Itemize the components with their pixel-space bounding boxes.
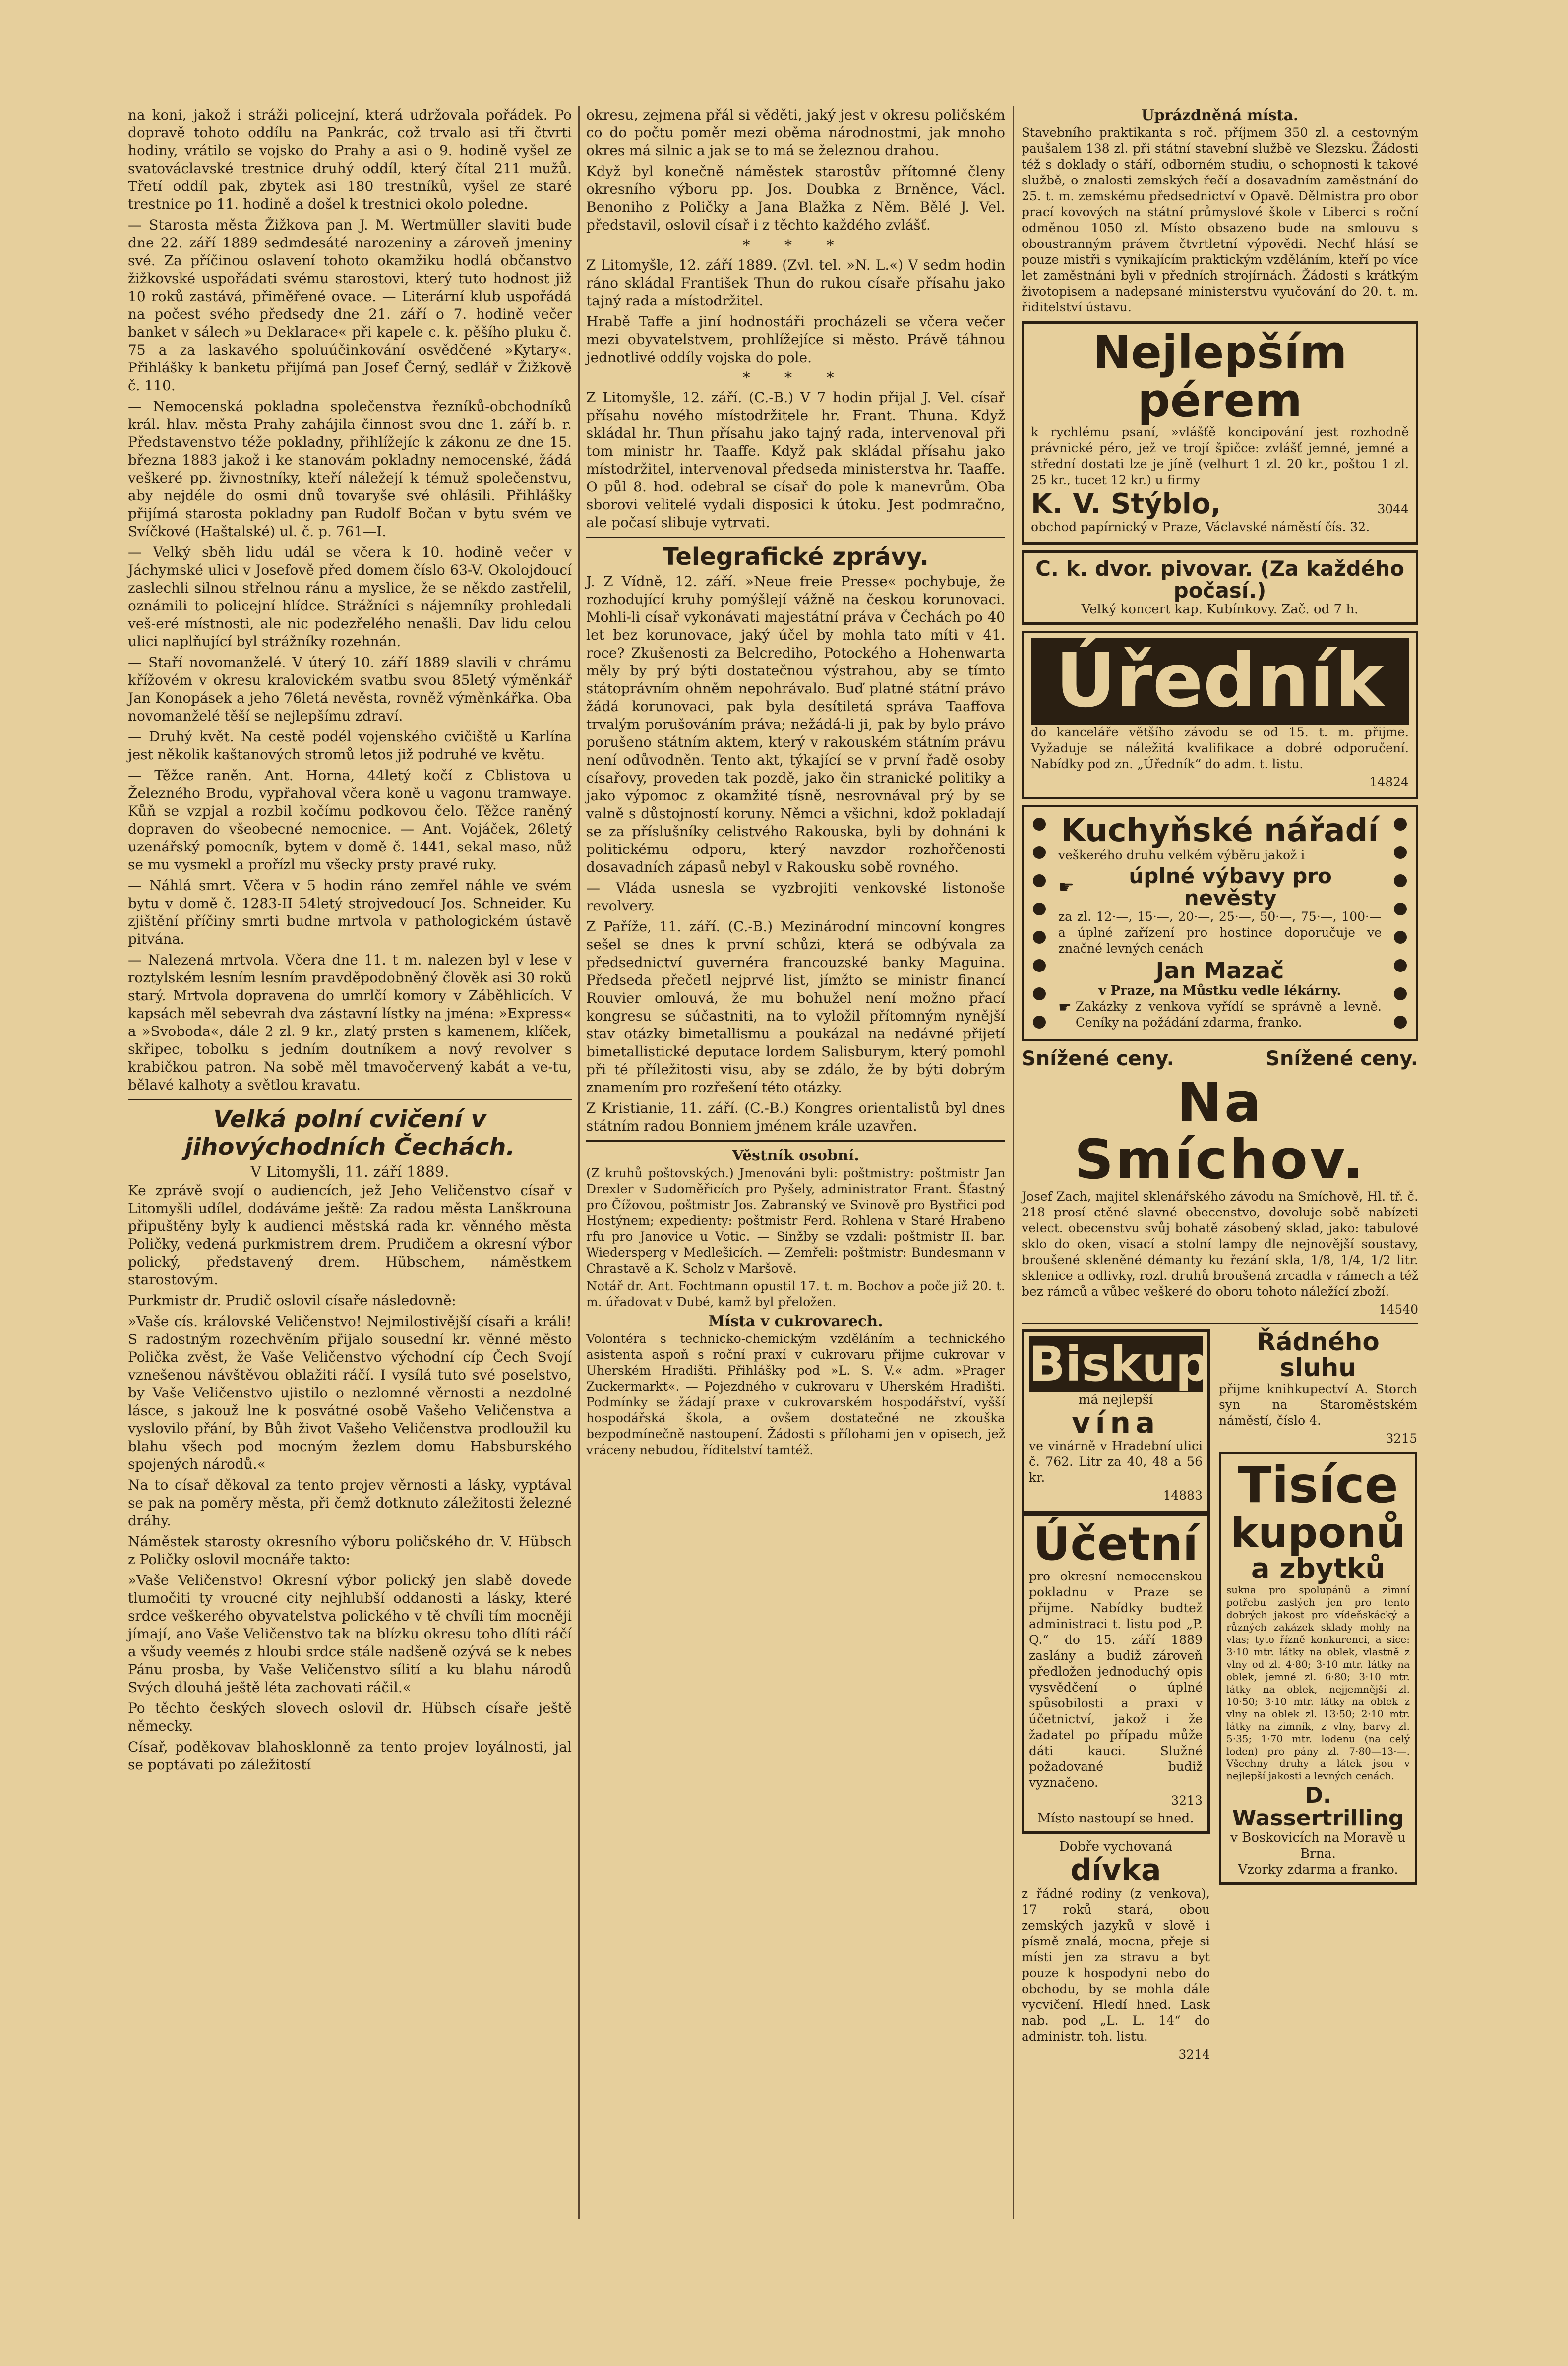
ad-divka — [1022, 1839, 1210, 2063]
ad-tisice-headline-2: kuponů — [1230, 1508, 1406, 1557]
ad-tisice-headline: Tisíce — [1238, 1456, 1398, 1514]
ad-ucetni-number: 3213 — [1171, 1793, 1203, 1808]
ad-pivovar-headline: C. k. dvor. pivovar. (Za každého počasí.) — [1035, 556, 1404, 603]
ad-sluha-number: 3215 — [1386, 1431, 1417, 1446]
article-sbeh-lidu: — Velký sběh lidu udál se včera k 10. hodině večer v Jáchymské ulici v Josefově před domem číslo 63-V. Okolojdoucí zaslechli silnou střelnou ránu a myslice, že se někdo zastřelil, oznámili to policejní hlídce. Strážníci s nájemníky prohledali veš-eré místnosti, ale nic podezřelého nenašli. Dav lidu celou ulici naplňující byl strážníky rozehnán. — [128, 544, 572, 650]
column-2 — [586, 106, 1005, 1460]
stars-divider: * * * — [742, 369, 849, 387]
ad-urednik-headline: Úředník — [1031, 638, 1409, 725]
stars-divider: * * * — [742, 237, 849, 254]
ad-divka-pre: Dobře vychovaná — [1059, 1839, 1172, 1854]
article-cviceni: »Vaše cís. královské Veličenstvo! Nejmilostivější císaři a králi! S radostným rozechvěním přijalo sousední kr. věnné město Polička zvěst, že Vaše Veličenstvo východní cíp Čech Svojí vznešenou návštěvou oblažiti ráčí. I vysílá tuto své poselstvo, by Vaše Veličenstvo ujistilo o nezlomné věrnosti a nezdolné lásce, s jakouž lne k posvátné osobě Vašeho Veličenstva a vyslovilo přání, by Bůh život Vašeho Veličenstva prodloužil ku blahu všech pod mocným žezlem domu Habsburského spojených národů.« — [128, 1313, 572, 1472]
snizene-ceny-row — [1022, 1047, 1418, 1070]
snizene-ceny-left: Snížené ceny. — [1022, 1047, 1174, 1070]
article-cviceni: Purkmistr dr. Prudič oslovil císaře následovně: — [128, 1292, 456, 1309]
ad-tisice-text: sukna pro spolupánů a zimní potřebu zaslých jen pro tento dobrých jakost pro vídeňskácký a různých zakázek sklady mohly na vlas; tyto řízně konkurenci, a sice: 3·10 mtr. látky na oblek, vlastně z vlny od zl. 4·80; 3·10 mtr. látky na oblek, jemné zl. 6·80; 3·10 mtr. látky na oblek, nejjemnější zl. 10·50; 3·10 mtr. látky na oblek z vlny na oblek zl. 13·50; 2·10 mtr. látky na zimník, z vlny, barvy zl. 5·35; 1·70 mtr. lodenu (na celý loden) pro pány zl. 7·80—13·—. Všechny druhy a látek jsou v nejlepší jakosti a levných cenách. — [1226, 1583, 1410, 1782]
section-title-vestnik: Věstník osobní. — [732, 1147, 859, 1164]
uprazdnena-text: Stavebního praktikanta s roč. příjmem 350 zl. a cestovným paušalem 138 zl. při státní stavební službě ve Slezsku. Žádosti též s doklady o stáří, odborném studiu, o schopnosti k takové službě, o znalosti zemských řečí a dosavadním zaměstnání do 25. t. m. zemskému předsednictví v Opavě. Dělmistra pro obor prací kovových na státní průmyslové škole v Liberci s roční odměnou 1050 zl. Místo obsazeno bude na smlouvu s oboustranným právem čtvrtletní výpovědi. Nechť hlásí se pouze mistři s vynikajícím praktickým vzděláním, kteří po více let zaměstnáni byli v předních strojírnách. Žádosti s krátkým životopisem a nadepsané ministerstvu vyučování do 20. t. m. řiditelství ústavu. — [1022, 125, 1418, 314]
article-nemocenska: — Nemocenská pokladna společenstva řezníků-obchodníků král. hlav. města Prahy zahájila činnost svou dne 1. září b. r. Představenstvo téže pokladny, přihlížejíc k zákonu ze dne 15. března 1883 jakož i ke stanovám pokladny nemocenské, žádá veškeré pp. živnostníky, kteří náležejí k témuž společenstvu, aby nejdéle do osmi dnů tovaryše své ohlásili. Přihlášky přijímá starosta pokladny pan Rudolf Bočan v bytu svém ve Svíčkové (Haštalské) ul. č. p. 761—I. — [128, 398, 572, 540]
ad-pero-footer: obchod papírnický v Praze, Václavské náměstí čís. 32. — [1031, 520, 1370, 535]
ad-kuch-headline: Kuchyňské nářadí — [1061, 812, 1379, 849]
ads-two-column — [1022, 1329, 1418, 2064]
telegram-vlada: — Vláda usnesla se vyzbrojiti venkovské listonoše revolvery. — [586, 880, 1005, 914]
ad-smichov-text: Josef Zach, majitel sklenářského závodu na Smíchově, Hl. tř. č. 218 prosí ctěné slavné obecenstvo, dovoluje sobě nabízeti velect. obecenstvu svůj bohatě zásobený sklad, jako: tabulové sklo do oken, visací a stolní lampy dle nejnovější soustavy, broušené skleněné démanty ku řezání skla, 1/8, 1/4, 1/2 litr. sklenice a odlivky, rozl. druhů broušená zrcadla v rámech a též bez rámců a vůbec veškeré do oboru tohoto náležící zboží. — [1022, 1189, 1418, 1299]
article-novomanzele: — Staří novomanželé. V úterý 10. září 1889 slavili v chrámu křížovém v okresu kralovickém svatbu svou 85letý výměnkář Jan Konopásek a jeho 76letá nevěsta, rovněž výměnkářka. Oba novomanželé těší se nejlepšímu zdraví. — [128, 654, 572, 724]
pointing-hand-icon: ☛ — [1058, 877, 1075, 898]
divider — [128, 1099, 572, 1100]
divider — [586, 1140, 1005, 1142]
ad-smichov-number: 14540 — [1379, 1302, 1418, 1317]
article-cviceni: Ke zprávě svojí o audiencích, jež Jeho Veličenstvo císař v Litomyšli udílel, dodáváme ještě: Za radou města Lanškrouna připuštěny byly k audienci městská rada kr. věnného města Poličky, vedená purkmistrem drem. Prudičem a okresní výbor polický, představený drem. Hübschem, náměstkem starostovým. — [128, 1182, 572, 1288]
article-text: Když byl konečně náměstek starostův přítomné členy okresního výboru pp. Jos. Doubka z Brněnce, Václ. Benoniho z Poličky a Jana Blažka z Něm. Bělé J. Vel. představil, oslovil císař i z těchto každého zvlášť. — [586, 163, 1005, 233]
ad-biskup — [1022, 1329, 1210, 1514]
column-rule-2 — [1013, 106, 1014, 2219]
mista-text: Volontéra s technicko-chemickým vzděláním a technického asistenta aspoň s roční praxí v cukrovaru přijme cukrovar v Uherském Hradišti. Přihlášky pod »L. S. V.« adm. »Prager Zuckermarkt«. — Pojezdného v cukrovaru v Uherském Hradišti. Podmínky se žádají praxe v cukrovarském hospodářství, vyšší hospodářská škola, a ovšem dostatečné ne zkouška bezpodmínečně nastoupení. Žádosti s přílohami jen v opisech, jež vráceny nebudou, říditelství tamtéž. — [586, 1332, 1005, 1457]
ad-tisice-footer: Vzorky zdarma a franko. — [1238, 1862, 1398, 1877]
column-3-ads — [1022, 106, 1418, 2064]
ad-biskup-headline: Biskup — [1029, 1336, 1210, 1392]
article-litomysl-2: Z Litomyšle, 12. září. (C.-B.) V 7 hodin přijal J. Vel. císař přísahu nového místodržitele hr. Frant. Thuna. Když skládal hr. Thun přísahu jako tajný rada, intervenoval při tom ministr hr. Taaffe. Když pak skládal přísahu jako místodržitel, intervenoval předseda ministerstva hr. Taaffe. O půl 8. hod. odebral se císař do pole k manevrům. Oba sborovi velitelé vydali disposici k útoku. Jest podmračno, ale počasí slibuje vytrvati. — [586, 389, 1005, 531]
ad-kuch-name: Jan Mazač — [1155, 957, 1284, 984]
dot-border-left — [1028, 810, 1050, 1036]
section-title-uprazdnena: Uprázdněná místa. — [1141, 107, 1299, 124]
ad-pero — [1022, 321, 1418, 545]
vestnik-text: (Z kruhů poštovských.) Jmenováni byli: poštmistry: poštmistr Jan Drexler v Sudoměřicích pro Pyšely, administrator Frant. Šťastný pro Čížovou, poštmistr Jos. Zabranský ve Svinově pro Bystřici pod Hostýnem; expedienty: poštmistr Ferd. Rohlena v Staré Hrabeno rfu pro Janovice u Votic. — Sinžby se vzdali: poštmistr II. bar. Wiedersperg v Medlešicích. — Zemřeli: poštmistr: Bundesmann v Chrastavě a K. Scholz v Maršově. — [586, 1166, 1005, 1275]
ad-sluha-text: přijme knihkupectví A. Storch syn na Staroměstském náměstí, číslo 4. — [1219, 1381, 1417, 1428]
article-druhy-kvet: — Druhý květ. Na cestě podél vojenského cvičiště u Karlína jest několik kaštanových stromů letos již podruhé ve květu. — [128, 728, 572, 763]
dot-border-right — [1389, 810, 1411, 1036]
telegram-pariz: Z Paříže, 11. září. (C.-B.) Mezinárodní mincovní kongres sešel se dnes k první schůzi, která se odbývala za předsednictví guvernéra francouzské banky Maguina. Předseda přečetl nejprvé list, jímžto se ministr financí Rouvier omlouvá, že mu bohužel není možno přací kongresu se súčastniti, na to vyložil přítomným nynější stav otázky bimetallismu a poukázal na nedávné přijetí bimetallistické deputace lordem Salisburym, který pomohl při té příležitosti visu, aby se zdálo, že by býti dobrým znamením pro rozřešení této otázky. — [586, 918, 1005, 1095]
ads-left-stack — [1022, 1329, 1210, 2064]
ad-divka-text: z řádné rodiny (z venkova), 17 roků stará, obou zemských jazyků v slově i písmě znalá, mocna, přeje si místi jen za stravu a byt pouze k hospodyni nebo do obchodu, by se mohla dále vycvičení. Hledí hned. Lask nab. pod „L. L. 14“ do administr. toh. listu. — [1022, 1886, 1210, 2044]
ad-ucetni-text: pro okresní nemocenskou pokladnu v Praze se přijme. Nabídky budtež administraci t. listu pod „P. Q.“ do 15. září 1889 zaslány a budiž zároveň předložen jednoduchý opis vysvědčení o úplné spůsobilosti a praxi v účetnictví, jakož i že žadatel po případu může dáti kauci. Služné požadované budiž vyznačeno. — [1029, 1569, 1203, 1790]
ad-biskup-vina: vína — [1071, 1406, 1160, 1440]
ad-pero-headline: Nejlepším pérem — [1092, 326, 1347, 427]
divider — [586, 537, 1005, 538]
article-cviceni: »Vaše Veličenstvo! Okresní výbor polický jen slabě dovede tlumočiti ty vroucné city nejhlubší oddanosti a lásky, které srdce veškerého obyvatelstva polického v tě chvíli tím mocněji jímají, ano Vaše Veličenstvo tak na blízku okresu toho dlíti ráčí a všudy veemés z hloubi srdce stále nadšeně ozývá se k nebes Pánu prosba, by Vaše Veličenstvo sílití a ku blahu národů Svých dlouhá ještě léta zachovati ráčil.« — [128, 1572, 572, 1696]
ad-sluha-headline: Řádného sluhu — [1257, 1327, 1380, 1383]
pointing-hand-icon: ☛ — [1058, 998, 1072, 1016]
ad-pero-firm: K. V. Stýblo, — [1031, 488, 1221, 521]
ad-tisice-address: v Boskovicích na Moravě u Brna. — [1230, 1830, 1406, 1861]
article-cviceni: Po těchto českých slovech oslovil dr. Hübsch císaře ještě německy. — [128, 1700, 572, 1734]
article-nahla-smrt: — Náhlá smrt. Včera v 5 hodin ráno zemřel náhle ve svém bytu v domě č. 1283-II 54letý strojvedoucí Jos. Schneider. Ku zjištění příčiny smrti budne mrtvola v pathologickém ústavě pitvána. — [128, 877, 572, 947]
ad-pivovar — [1022, 550, 1418, 625]
divider — [1022, 1323, 1418, 1324]
article-cviceni: Na to císař děkoval za tento projev věrnosti a lásky, vyptával se pak na poměry města, při čemž dotknuto záležitosti železné dráhy. — [128, 1477, 572, 1529]
ad-kuchynske — [1022, 805, 1418, 1041]
article-mrtvola: — Nalezená mrtvola. Včera dne 11. t m. nalezen byl v lese v roztylském lesním lesním pravděpodobněný člověk asi 30 roků starý. Mrtvola dopravena do umrlčí komory v Záběhlicích. V kapsách měl sebevrah dva zástavní lístky na jména: »Express« a »Svoboda«, dále 2 zl. 9 kr., zlatý prsten s kamenem, klíček, skřipec, tobolku s jedním doutníkem a nový revolver s krabičkou patron. Na sobě měl tmavočervený kabát a ve-tu, bělavé kalhoty a světlou kravatu. — [128, 952, 572, 1093]
ad-tisice-firm: D. Wassertrilling — [1232, 1782, 1404, 1831]
snizene-ceny-right: Snížené ceny. — [1266, 1047, 1418, 1070]
article-cviceni: Náměstek starosty okresního výboru poličského dr. V. Hübsch z Poličky oslovil mocnáře takto: — [128, 1533, 572, 1568]
ad-pero-number: 3044 — [1377, 502, 1409, 517]
article-tezce-ranen: — Těžce raněn. Ant. Horna, 44letý kočí z Cblistova u Železného Brodu, vypřahoval včera koně u vagonu tramwaye. Kůň se vzpjal a rozbil kočímu podkovou čelo. Těžce raněný dopraven do všeobecné nemocnice. — Ant. Vojáček, 26letý uzenářský pomocník, bytem v domě č. 1441, sekal maso, nůž se mu vysmekl a prořízl mu všecky prsty pravé ruky. — [128, 767, 572, 873]
article-text: okresu, zejmena přál si věděti, jaký jest v okresu poličském co do počtu poměr mezi oběma národnostmi, jak mnoho okres má silnic a jak se to má se železnou drahou. — [586, 107, 1005, 159]
ad-biskup-text: ve vinárně v Hradební ulici č. 762. Litr za 40, 48 a 56 kr. — [1029, 1439, 1203, 1485]
ad-kuch-prices: za zl. 12·—, 15·—, 20·—, 25·—, 50·—, 75·—, 100·— a úplné zařízení pro hostince doporučuje ve značné levných cenách — [1058, 910, 1382, 956]
ad-divka-number: 3214 — [1178, 2047, 1210, 2062]
ad-ucetni-footer: Místo nastoupí se hned. — [1037, 1811, 1194, 1826]
telegram-vien: J. Z Vídně, 12. září. »Neue freie Presse« pochybuje, že rozhodující kruhy pomýšlejí vážně na českou korunovaci. Mohli-li císař vykonávati majestátní práva v Čechách po 40 let bez korunovace, jaký účel by mohla tato míti v 41. roce? Zkušenosti za Belcrediho, Potockého a Hohenwarta měly by prý býti dostatečnou výstrahou, aby se tímto státoprávním ohněm nepohrávalo. Buď platné státní právo žádá korunovaci, pak byla desítiletá správa Taaffova trvalým porušováním práva; nežádá-li ji, pak by bylo právo porušeno státním aktem, který v rakouském státním právu není odůvodněn. Tento akt, týkající se v první řadě osoby císařovy, proveden tak pozdě, jako čin stranické politiky a jako výpomoc z okamžité tísně, nesrovnával prý by se valně s důstojností koruny. Němci a všichni, kdož pokladají se za příslušníky celistvého Rakouska, byli by dohnáni k politickému odporu, který navzdor rozhořčenosti dosavadních zápasů nebyl v Rakousku sobě rovného. — [586, 573, 1005, 875]
headline-cviceni: Velká polní cvičení v jihovýchodních Čechách. — [184, 1105, 515, 1161]
ad-biskup-number: 14883 — [1163, 1488, 1203, 1503]
ad-tisice — [1219, 1452, 1417, 1885]
ad-kuch-vybava: úplné výbavy pro nevěsty — [1129, 864, 1332, 910]
ad-kuch-text: veškerého druhu velkém výběru jakož i — [1058, 848, 1305, 863]
ads-right-stack — [1219, 1329, 1417, 2064]
telegram-kristianie: Z Kristianie, 11. září. (C.-B.) Kongres orientalistů byl dnes státním radou Bonniem jménem krále uzavřen. — [586, 1100, 1005, 1134]
ad-pero-text: k rychlému psaní, »vlášťě koncipování jest rozhodně právnické péro, jež ve trojí špičce: zvlášť jemné, jemné a střední dostati lze je jíně (velhurt 1 zl. 20 kr., poštou 1 zl. 25 kr., tucet 12 kr.) u firmy — [1031, 425, 1409, 487]
ad-urednik — [1022, 631, 1418, 799]
ad-smichov — [1022, 1070, 1418, 1318]
dateline: V Litomyšli, 11. září 1889. — [250, 1163, 449, 1181]
section-title-mista: Místa v cukrovarech. — [708, 1313, 883, 1330]
ad-kuch-address: v Praze, na Můstku vedle lékárny. — [1098, 983, 1341, 998]
ad-pivovar-text: Velký koncert kap. Kubínkovy. Zač. od 7 h. — [1081, 602, 1359, 617]
ad-biskup-sub: má nejlepší — [1078, 1393, 1153, 1408]
ad-smichov-headline: Na Smíchov. — [1074, 1070, 1366, 1192]
article-zizkov: — Starosta města Žižkova pan J. M. Wertmüller slaviti bude dne 22. září 1889 sedmdesáté narozeniny a zároveň jmeniny své. Za příčinou oslavení tohoto okamžiku hodlá občanstvo žižkovské uspořádati svému starostovi, který tuto hodnost již 10 roků zastává, přiměřené ovace. — Literární klub uspořádá na počest svého předsedy dne 21. září o 7. hodině večer banket v sálech »u Deklarace« při kapele c. k. pěšího pluku č. 75 a za laskavého spoluúčinkování osvědčené »Kytary«. Přihlášky k banketu přijímá pan Josef Černý, sedlář v Žižkově č. 110. — [128, 217, 572, 394]
article-litomysl: Z Litomyšle, 12. září 1889. (Zvl. tel. »N. L.«) V sedm hodin ráno skládal František Thun do rukou císaře přísahu jako tajný rada a místodržitel. — [586, 257, 1005, 309]
article-text: na koni, jakož i stráži policejní, která udržovala pořádek. Po dopravě tohoto oddílu na Pankrác, což trvalo asi tři čtvrti hodiny, vrátilo se vojsko do Prahy a asi o 9. hodině vyšel ze svatováclavské trestnice druhý oddíl, který čítal 211 mužů. Třetí oddíl pak, zbytek asi 180 trestníků, vyšel ze staré trestnice po 11. hodině a došel k trestnici okolo poledne. — [128, 107, 572, 212]
ad-divka-headline: dívka — [1070, 1852, 1161, 1887]
article-litomysl: Hrabě Taffe a jiní hodnostáři procházeli se včera večer mezi obyvatelstvem, prohlížejíce si město. Právě táhnou jednotlivé oddíly vojska do pole. — [586, 313, 1005, 365]
ad-urednik-number: 14824 — [1369, 774, 1409, 789]
article-cviceni: Císař, poděkovav blahosklonně za tento projev loyálnosti, jal se poptávati po záležitostí — [128, 1739, 572, 1773]
ad-tisice-headline-3: a zbytků — [1251, 1552, 1386, 1585]
ad-ucetni-headline: Účetní — [1033, 1517, 1199, 1571]
ad-ucetni — [1022, 1513, 1210, 1834]
ad-urednik-text: do kanceláře většího závodu se od 15. t. m. přijme. Vyžaduje se náležitá kvalifikace a dobré odporučení. Nabídky pod zn. „Úředník“ do adm. t. listu. — [1031, 725, 1409, 771]
column-rule-1 — [578, 106, 580, 2219]
vestnik-text: Notář dr. Ant. Fochtmann opustil 17. t. m. Bochov a poče již 20. t. m. úřadovat v Dubé, kamž byl přeložen. — [586, 1279, 1005, 1309]
headline-telegraficke: Telegrafické zprávy. — [662, 543, 929, 571]
ad-sluha — [1219, 1329, 1417, 1447]
column-1 — [128, 106, 572, 1777]
ad-kuch-footer: Zakázky z venkova vyřídí se správně a levně. Ceníky na požádání zdarma, franko. — [1075, 999, 1382, 1030]
